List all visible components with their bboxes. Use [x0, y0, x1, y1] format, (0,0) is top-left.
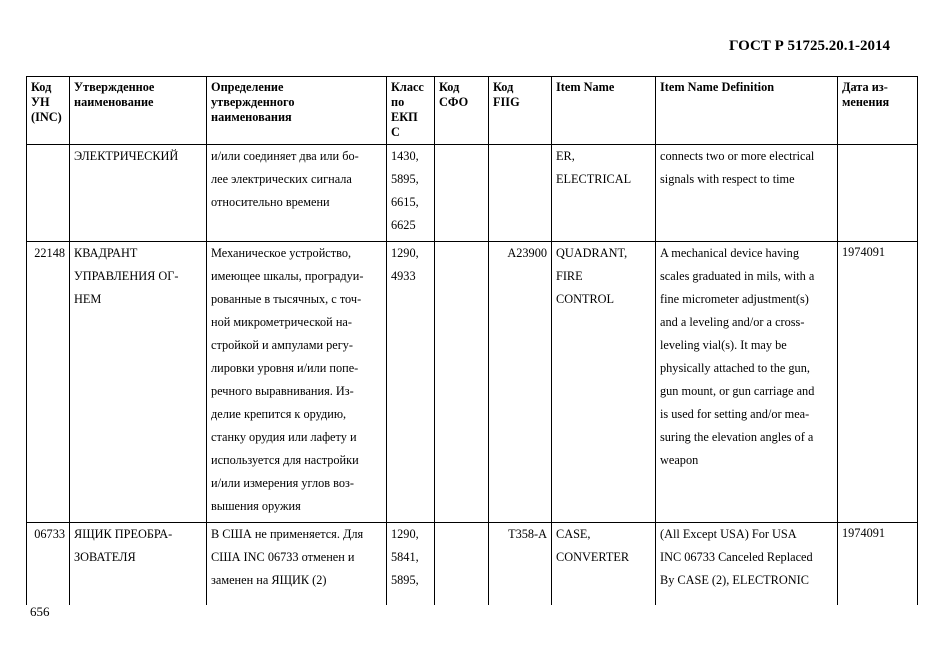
text-line: ЕКП [391, 110, 418, 124]
text-line: FIRE [556, 269, 583, 283]
text-line: fine micrometer adjustment(s) [660, 292, 809, 306]
cell-item-name [552, 242, 656, 523]
page-number: 656 [30, 604, 50, 619]
cell-definition [207, 523, 387, 606]
text-line: рованные в тысячных, с точ- [211, 292, 362, 306]
text-line: наименование [74, 95, 154, 109]
text-line: FIIG [493, 95, 520, 109]
text-line: имеющее шкалы, проградуи- [211, 269, 364, 283]
text-line: suring the elevation angles of a [660, 430, 814, 444]
text-line: и/или соединяет два или бо- [211, 149, 359, 163]
text-line: is used for setting and/or mea- [660, 407, 810, 421]
nomenclature-table [26, 76, 918, 605]
col-header-inc [27, 77, 70, 145]
cell-date [838, 145, 918, 242]
text-line: Item Name [556, 80, 615, 94]
text-line: 1290, [391, 527, 419, 541]
col-header-class [387, 77, 435, 145]
text-line: QUADRANT, [556, 246, 628, 260]
text-line: weapon [660, 453, 699, 467]
cell-class [387, 523, 435, 606]
text-line: Утвержденное [74, 80, 155, 94]
text-line: ной микрометрической на- [211, 315, 352, 329]
table-row [27, 145, 918, 242]
cell-item-definition [656, 242, 838, 523]
text-line: (INC) [31, 110, 62, 124]
text-line: physically attached to the gun, [660, 361, 810, 375]
text-line: 1430, [391, 149, 419, 163]
text-line: ER, [556, 149, 575, 163]
text-line: НЕМ [74, 292, 102, 306]
cell-date: 1974091 [838, 523, 918, 606]
col-header-sfo [435, 77, 489, 145]
text-line: США INC 06733 отменен и [211, 550, 355, 564]
text-line: УН [31, 95, 50, 109]
text-line: Механическое устройство, [211, 246, 352, 260]
text-line: Код [439, 80, 460, 94]
text-line: CONTROL [556, 292, 615, 306]
text-line: Код [31, 80, 52, 94]
text-line: 5895, [391, 172, 419, 186]
text-line: gun mount, or gun carriage and [660, 384, 815, 398]
text-line: речного выравнивания. Из- [211, 384, 354, 398]
cell-fiig: T358-A [489, 523, 552, 606]
cell-inc [27, 145, 70, 242]
cell-name [70, 242, 207, 523]
text-line: and a leveling and/or a cross- [660, 315, 805, 329]
text-line: CASE, [556, 527, 591, 541]
cell-item-name [552, 523, 656, 606]
text-line: стройкой и ампулами регу- [211, 338, 354, 352]
text-line: ЯЩИК ПРЕОБРА- [74, 527, 173, 541]
cell-inc: 06733 [27, 523, 70, 606]
cell-item-definition [656, 145, 838, 242]
text-line: 5895, [391, 573, 419, 587]
text-line: Item Name Definition [660, 80, 775, 94]
col-header-item-name [552, 77, 656, 145]
text-line: 4933 [391, 269, 416, 283]
text-line: заменен на ЯЩИК (2) [211, 573, 327, 587]
text-line: используется для настройки [211, 453, 359, 467]
text-line: 6615, [391, 195, 419, 209]
text-line: ЗОВАТЕЛЯ [74, 550, 136, 564]
text-line: 5841, [391, 550, 419, 564]
text-line: УПРАВЛЕНИЯ ОГ- [74, 269, 179, 283]
text-line: INC 06733 Canceled Replaced [660, 550, 813, 564]
text-line: Дата из- [842, 80, 888, 94]
text-line: scales graduated in mils, with a [660, 269, 815, 283]
cell-class [387, 145, 435, 242]
text-line: ELECTRICAL [556, 172, 632, 186]
text-line: делие крепится к орудию, [211, 407, 347, 421]
col-header-approved-name [70, 77, 207, 145]
text-line: Код [493, 80, 514, 94]
text-line: вышения оружия [211, 499, 301, 513]
text-line: ЭЛЕКТРИЧЕСКИЙ [74, 149, 179, 163]
cell-name [70, 145, 207, 242]
text-line: A mechanical device having [660, 246, 799, 260]
text-line: лее электрических сигнала [211, 172, 352, 186]
cell-class [387, 242, 435, 523]
cell-date: 1974091 [838, 242, 918, 523]
text-line: By CASE (2), ELECTRONIC [660, 573, 809, 587]
text-line: С [391, 125, 400, 139]
text-line: лировки уровня и/или попе- [211, 361, 359, 375]
cell-item-definition [656, 523, 838, 606]
col-header-definition [207, 77, 387, 145]
table-row [27, 242, 918, 523]
cell-inc: 22148 [27, 242, 70, 523]
table-header-row [27, 77, 918, 145]
text-line: менения [842, 95, 890, 109]
text-line: наименования [211, 110, 292, 124]
text-line: 6625 [391, 218, 416, 232]
cell-fiig [489, 145, 552, 242]
text-line: Класс [391, 80, 424, 94]
col-header-item-definition [656, 77, 838, 145]
text-line: (All Except USA) For USA [660, 527, 797, 541]
cell-sfo [435, 242, 489, 523]
cell-name [70, 523, 207, 606]
text-line: и/или измерения углов воз- [211, 476, 354, 490]
cell-definition [207, 242, 387, 523]
cell-fiig: A23900 [489, 242, 552, 523]
text-line: signals with respect to time [660, 172, 795, 186]
cell-definition [207, 145, 387, 242]
text-line: СФО [439, 95, 469, 109]
col-header-change-date [838, 77, 918, 145]
standard-number: ГОСТ Р 51725.20.1-2014 [728, 38, 890, 54]
cell-sfo [435, 523, 489, 606]
cell-item-name [552, 145, 656, 242]
text-line: по [391, 95, 405, 109]
text-line: утвержденного [211, 95, 295, 109]
text-line: КВАДРАНТ [74, 246, 138, 260]
text-line: CONVERTER [556, 550, 630, 564]
table-row [27, 523, 918, 606]
text-line: connects two or more electrical [660, 149, 815, 163]
cell-sfo [435, 145, 489, 242]
text-line: Определение [211, 80, 284, 94]
text-line: 1290, [391, 246, 419, 260]
text-line: leveling vial(s). It may be [660, 338, 787, 352]
text-line: В США не применяется. Для [211, 527, 364, 541]
text-line: станку орудия или лафету и [211, 430, 357, 444]
text-line: относительно времени [211, 195, 330, 209]
col-header-fiig [489, 77, 552, 145]
